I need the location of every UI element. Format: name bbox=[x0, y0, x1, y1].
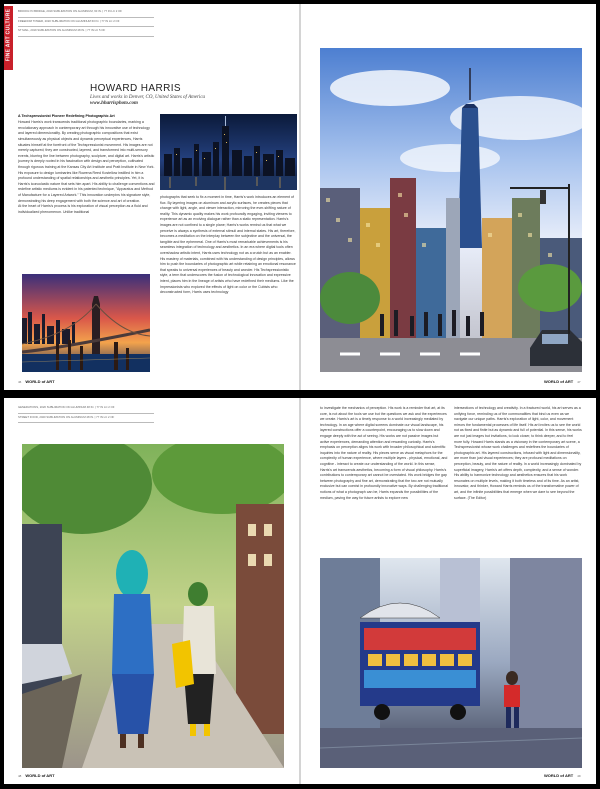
article-paragraph: intersections of technology and creativity. In a fractured world, his art serves as a unifying force, reminding us of the commonalities that bind us even as we navigate our unique paths. Harris's exploration of light, color, and movement mirrors the fundamental processes of life itself. His art invites us to see the world not as fixed and finite but as dynamic and full of potential. In this sense, his works are not just images but invitations, to look closer, to think deeper, and to feel more fully. Howard Harris stands as a visionary in the contemporary art scene, a Techspressionist whose work challenges and redefines the boundaries of photographic art. His layered constructions, infused with light and dimensionality, are more than just visual experiences; they are profound meditations on perception, beauty, and the nature of reality. In a world increasingly dominated by superficial imagery, Harris's art offers depth, complexity, and a sense of wonder. His ability to harmonize technology and aesthetics ensures that his work resonates on multiple levels, making it both timeless and of its time. As an artist, innovator, and thinker, Howard Harris reminds us of the transformative power of art, and the infinite possibilities that emerge when we dare to see beyond the surface. (The Editor) bbox=[454, 406, 582, 500]
artwork-captions bbox=[18, 8, 154, 37]
caption: ST MAIL, 2019 SUBLIMATION ON ALUMINUM 48 IN. | 77 IN LC 5 OF bbox=[18, 27, 154, 37]
section-tab-label: FINE ART CULTURE bbox=[5, 8, 12, 62]
street-scene-artwork bbox=[320, 48, 582, 372]
artist-name: HOWARD HARRIS bbox=[90, 83, 181, 94]
article-heading: A Techspressionist Pioneer Redefining Photographic Art bbox=[18, 114, 115, 118]
page-number: 49 bbox=[577, 774, 581, 778]
article-paragraph: Howard Harris's work transcends traditional photographic boundaries, marking a revolutionary approach in contemporary art through his innovative use of technology and layered dimensionality. By creating photographic compositions that exist simultaneously as physical objects and dynamic perceptual experiences, Harris situates himself at the forefront of the Techspressionist movement. His images are not merely captured; they are constructed, layered, and transformed into multi-sensory events, blurring the line between photography, sculpture, and digital art. Harris's artistic journey is deeply rooted in his fascination with design and perception, cultivated through rigorous training at the Kansas City Art Institute and Pratt Institute in New York. His exposure to design luminaries like Rowena Reed Kostellow instilled in him a profound understanding of spatial relationships and aesthetic principles. Yet, it is Harris's iconoclastic nature that sets him apart. His ability to challenge conventions and redefine artistic mediums is evident in his patented technique, "Apparatus and Method of Manufacture for a Layered Artwork." This innovation underpins his signature style, demonstrating his deep engagement with both the science and art of creation. bbox=[18, 120, 155, 203]
magazine-brand: WORLD of ART bbox=[25, 773, 55, 778]
caption: GENERATIONS, 2020 SUBLIMATION ON ALUMINUM 48 IN. | 77 IN LC 2 OF bbox=[18, 404, 154, 414]
page-number: 48 bbox=[18, 774, 22, 778]
article-paragraph: photographs that seek to fix a moment in time, Harris's work introduces an element of flux. By layering images on aluminum and acrylic surfaces, he creates pieces that change with light, angle, and viewer interaction, mirroring the ever-shifting nature of reality. This dynamic quality makes his work profoundly engaging, inviting viewers to experience art as an evolving dialogue rather than a static representation. Harris's images are not confined to a single plane; Harris's works remind us that what we perceive is always a synthesis of external stimuli and internal states. His art, therefore, becomes a meditation on the interplay between the subjective and the universal, the tangible and the ephemeral. One of Harris's most remarkable achievements is his seamless integration of technology and aesthetics. In an era where digital tools often overshadow artistic intent, Harris uses technology not as a crutch but as an enabler. His mastery of materials, combined with his understanding of design principles, allows him to push the boundaries of photographic art while retaining an emotional resonance that speaks to universal experiences of beauty and wonder. His Techspressionistic style, a term that underscores the fusion of technological innovation and expressive intent, places him in the lineage of artists who have redefined their mediums. Like the Impressionists who explored the effects of light on color or the Cubists who deconstructed form, Harris uses technology bbox=[160, 195, 296, 295]
article-column-1 bbox=[18, 114, 155, 268]
caption: FREEDOM TOWER, 2020 SUBLIMATION ON ALUMINUM 60 IN. | 77 IN LC 2 OF bbox=[18, 18, 154, 28]
top-spread bbox=[4, 4, 596, 390]
artist-website[interactable]: www.hharrisphoto.com bbox=[90, 101, 138, 106]
page-footer-right bbox=[544, 773, 581, 778]
artwork-captions bbox=[18, 404, 154, 423]
spread-gutter bbox=[299, 4, 301, 390]
page-number: 47 bbox=[577, 380, 581, 384]
page-footer-right bbox=[544, 379, 581, 384]
bottom-spread bbox=[4, 398, 596, 784]
section-tab bbox=[4, 6, 13, 70]
article-paragraph: to investigate the mechanics of perception. His work is a reminder that art, at its core, is not about the tools we use but the questions we ask and the experiences we create. Harris's art is a timely response to a world increasingly mediated by technology. In an age where digital screens dominate our visual landscape, his layered constructions offer a counterpoint, encouraging us to slow down and engage deeply with the act of seeing. His works are not passive images but active experiences, demanding attention and rewarding curiosity. Harris's emphasis on perception aligns his work with broader philosophical and scientific inquiries into the nature of reality. His pieces serve as visual metaphors for the complexity of human experience, where multiple layers - physical, emotional, and cognitive - interact to create our understanding of the world. In this sense, Harris's art transcends aesthetics, becoming a form of visual philosophy. Harris's contributions to contemporary art cannot be overstated. His work bridges the gap between photography and fine art, demonstrating that the two are not mutually exclusive but can coexist in profoundly innovative ways. By challenging traditional notions of what a photograph can be, Harris expands the possibilities of the medium, paving the way for future artists to explore new bbox=[320, 406, 448, 500]
page-footer-left bbox=[18, 773, 55, 778]
magazine-brand: WORLD of ART bbox=[25, 379, 55, 384]
caption: STREET FOOD, 2020 SUBLIMATION ON ALUMINUM 48 IN. | 77 IN LC 2 OF bbox=[18, 414, 154, 424]
generations-artwork bbox=[22, 444, 284, 768]
magazine-brand: WORLD of ART bbox=[544, 379, 574, 384]
street-food-artwork bbox=[320, 558, 582, 768]
article-paragraph: At the heart of Harris's process is his exploration of visual perception as a fluid and individualized phenomenon. Unlike traditional bbox=[18, 204, 148, 214]
brooklyn-bridge-artwork bbox=[22, 274, 150, 372]
article-column-2 bbox=[160, 195, 297, 375]
page-footer-left bbox=[18, 379, 55, 384]
magazine-brand: WORLD of ART bbox=[544, 773, 574, 778]
page-number: 46 bbox=[18, 380, 22, 384]
spread-gutter bbox=[299, 398, 301, 784]
caption: BROOKLYN BRIDGE, 2019 SUBLIMATION ON ALUMINUM, 60 IN. | 77 IN LC 2 OF bbox=[18, 8, 154, 18]
freedom-tower-night-artwork bbox=[160, 114, 297, 190]
artist-location: Lives and works in Denver, CO, United States of America bbox=[90, 95, 206, 100]
